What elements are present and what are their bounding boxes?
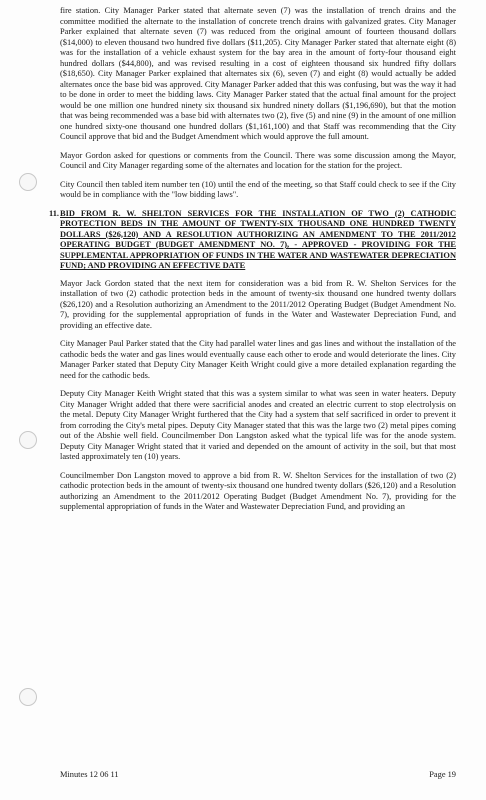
page-footer — [60, 770, 456, 779]
agenda-item-heading: BID FROM R. W. SHELTON SERVICES FOR THE INSTALLATION OF TWO (2) CATHODIC PROTECTION BEDS IN THE AMOUNT OF TWENTY-SIX THOUSAND ONE HUNDRED TWENTY DOLLARS ($26,120) AND A RESOLUTION AUTHORIZING AN AMENDMENT TO THE 2011/2012 OPERATING BUDGET (BUDGET AMENDMENT NO. 7), - APPROVED - PROVIDING FOR THE SUPPLEMENTAL APPROPRIATION OF FUNDS IN THE WATER AND WASTEWATER DEPRECIATION FUND; AND PROVIDING AN EFFECTIVE DATE — [60, 208, 456, 270]
paragraph: City Manager Paul Parker stated that the City had parallel water lines and gas lines and without the installation of the cathodic beds the water and gas lines would eventually cause each other to erode and would deteriorate the lines. City Manager Parker stated that Deputy City Manager Keith Wright could give a more detailed explanation regarding the need for the cathodic beds. — [60, 339, 456, 380]
paragraph: fire station. City Manager Parker stated that alternate seven (7) was the installation of trench drains and the committee modified the alternate to the installation of concrete trench drains with galvanized grates. City Manager Parker explained that alternate seven (7) was reduced from the original amount of fourteen thousand dollars ($14,000) to eleven thousand two hundred five dollars ($11,205). City Manager Parker stated that alternate eight (8) was for the installation of a vehicle exhaust system for the bay area in the amount of forty-four thousand eight hundred dollars ($44,800), and was revised resulting in a cost of eighteen thousand six hundred fifty dollars ($18,650). City Manager Parker explained that alternates six (6), seven (7) and eight (8) would actually be added alternates once the base bid was approved. City Manager Parker added that this was confusing, but was the way it had to be done in order to meet the bidding laws. City Manager Parker stated that the actual final amount for the project would be one million one hundred ninety six thousand six hundred ninety dollars ($1,196,690), but that the motion that was being recommended was a base bid with alternates two (2), five (5) and nine (9) in the amount of one million one hundred sixty-one thousand one hundred dollars ($1,161,100) and that Staff was recommending that the City Council approve that bid and the Budget Amendment which would approve the full amount. — [60, 6, 456, 141]
paragraph: Councilmember Don Langston moved to approve a bid from R. W. Shelton Services for the installation of two (2) cathodic protection beds in the amount of twenty-six thousand one hundred twenty dollars ($26,120) and a Resolution authorizing an Amendment to the 2011/2012 Operating Budget (Budget Amendment No. 7), providing for the supplemental appropriation of funds in the Water and Wastewater Depreciation Fund, and providing an — [60, 470, 456, 511]
paragraph: Mayor Jack Gordon stated that the next item for consideration was a bid from R. W. Shelton Services for the installation of two (2) cathodic protection beds in the amount of twenty-six thousand one hundred twenty dollars ($26,120) and a Resolution authorizing an Amendment to the 2011/2012 Operating Budget (Budget Amendment No. 7), providing for the supplemental appropriation of funds in the Water and Wastewater Depreciation Fund, and providing an effective date. — [60, 278, 456, 330]
footer-page-number: Page 19 — [429, 770, 456, 779]
agenda-item — [49, 208, 456, 272]
punch-hole — [19, 431, 37, 449]
punch-hole — [19, 688, 37, 706]
punch-hole — [19, 173, 37, 191]
paragraph: City Council then tabled item number ten (10) until the end of the meeting, so that Staff could check to see if the City would be in compliance with the "low bidding laws". — [60, 179, 456, 199]
paragraph: Deputy City Manager Keith Wright stated that this was a system similar to what was seen in water heaters. Deputy City Manager Wright added that there were sacrificial anodes and created an electric current to stop electrolysis on the metal. Deputy City Manager Wright furthered that the City had a system that self sacrificed in order to prevent it from corroding the City's metal pipes. Deputy City Manager stated that this was the large two (2) metal pipes coming out of the Abshie well field. Councilmember Don Langston asked what the typical life was for the anode system. Deputy City Manager Wright stated that it varied and depended on the amount of activity in the soil, but that most lasted approximately ten (10) years. — [60, 389, 456, 461]
paragraph: Mayor Gordon asked for questions or comments from the Council. There was some discussion among the Mayor, Council and City Manager regarding some of the alternates and location for the station for the project. — [60, 150, 456, 170]
agenda-item-number: 11. — [49, 208, 60, 218]
footer-minutes-label: Minutes 12 06 11 — [60, 770, 119, 779]
document-body — [49, 6, 456, 521]
